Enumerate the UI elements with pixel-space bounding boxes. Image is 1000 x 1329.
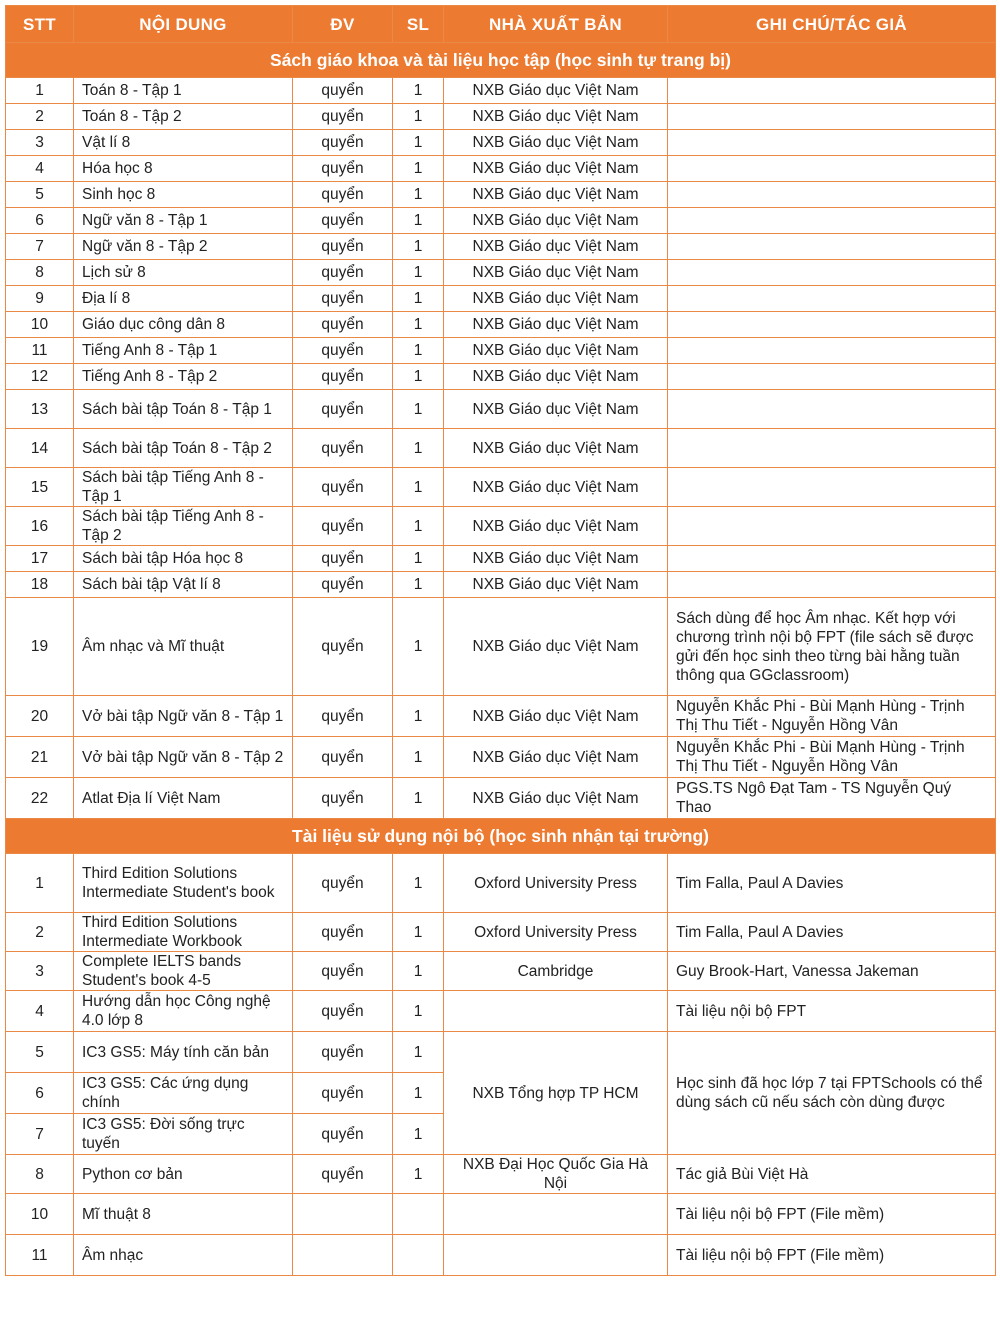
row-stt: 3	[6, 952, 74, 991]
header-note: GHI CHÚ/TÁC GIẢ	[668, 6, 996, 43]
table-row	[6, 572, 996, 598]
row-publisher: NXB Giáo dục Việt Nam	[444, 429, 668, 468]
row-publisher: NXB Giáo dục Việt Nam	[444, 234, 668, 260]
row-content: Atlat Địa lí Việt Nam	[74, 778, 293, 819]
row-unit: quyển	[293, 778, 393, 819]
row-content: Vở bài tập Ngữ văn 8 - Tập 2	[74, 737, 293, 778]
row-stt: 8	[6, 260, 74, 286]
row-qty: 1	[393, 208, 444, 234]
row-unit: quyển	[293, 507, 393, 546]
row-content: Địa lí 8	[74, 286, 293, 312]
row-unit: quyển	[293, 1114, 393, 1155]
row-unit	[293, 1194, 393, 1235]
row-publisher: NXB Giáo dục Việt Nam	[444, 286, 668, 312]
row-unit: quyển	[293, 208, 393, 234]
row-stt: 6	[6, 208, 74, 234]
row-stt: 4	[6, 991, 74, 1032]
row-qty	[393, 1235, 444, 1276]
table-row	[6, 696, 996, 737]
row-note-merged: Học sinh đã học lớp 7 tại FPTSchools có thể dùng sách cũ nếu sách còn dùng được	[668, 1032, 996, 1155]
row-qty: 1	[393, 1155, 444, 1194]
row-stt: 7	[6, 234, 74, 260]
table-row	[6, 429, 996, 468]
row-stt: 12	[6, 364, 74, 390]
row-unit: quyển	[293, 1032, 393, 1073]
row-stt: 10	[6, 1194, 74, 1235]
table-row	[6, 737, 996, 778]
row-note	[668, 507, 996, 546]
row-content: Sách bài tập Vật lí 8	[74, 572, 293, 598]
row-content: Complete IELTS bands Student's book 4-5	[74, 952, 293, 991]
row-stt: 13	[6, 390, 74, 429]
row-unit: quyển	[293, 78, 393, 104]
table-row	[6, 913, 996, 952]
row-stt: 14	[6, 429, 74, 468]
row-unit: quyển	[293, 913, 393, 952]
row-unit: quyển	[293, 991, 393, 1032]
row-content: Sách bài tập Toán 8 - Tập 2	[74, 429, 293, 468]
row-note	[668, 364, 996, 390]
row-unit: quyển	[293, 854, 393, 913]
row-qty: 1	[393, 598, 444, 696]
row-publisher: NXB Giáo dục Việt Nam	[444, 130, 668, 156]
row-qty: 1	[393, 991, 444, 1032]
row-stt: 1	[6, 854, 74, 913]
row-unit	[293, 1235, 393, 1276]
table-row	[6, 952, 996, 991]
row-publisher: Cambridge	[444, 952, 668, 991]
row-stt: 15	[6, 468, 74, 507]
row-unit: quyển	[293, 286, 393, 312]
row-publisher: NXB Giáo dục Việt Nam	[444, 390, 668, 429]
row-note	[668, 286, 996, 312]
table-row	[6, 854, 996, 913]
row-unit: quyển	[293, 1155, 393, 1194]
row-publisher: NXB Giáo dục Việt Nam	[444, 572, 668, 598]
row-note	[668, 260, 996, 286]
row-content: IC3 GS5: Các ứng dụng chính	[74, 1073, 293, 1114]
row-note: Sách dùng để học Âm nhạc. Kết hợp với chương trình nội bộ FPT (file sách sẽ được gửi đến học sinh theo từng bài hằng tuần thông qua GGclassroom)	[668, 598, 996, 696]
table-row	[6, 1235, 996, 1276]
row-content: Ngữ văn 8 - Tập 1	[74, 208, 293, 234]
row-note	[668, 182, 996, 208]
row-unit: quyển	[293, 737, 393, 778]
row-qty: 1	[393, 312, 444, 338]
row-stt: 19	[6, 598, 74, 696]
row-qty: 1	[393, 364, 444, 390]
row-publisher-merged: NXB Tổng hợp TP HCM	[444, 1032, 668, 1155]
row-content: Toán 8 - Tập 1	[74, 78, 293, 104]
row-unit: quyển	[293, 338, 393, 364]
row-content: Sách bài tập Hóa học 8	[74, 546, 293, 572]
row-publisher: Oxford University Press	[444, 913, 668, 952]
header-content: NỘI DUNG	[74, 6, 293, 43]
row-note: Tim Falla, Paul A Davies	[668, 913, 996, 952]
row-publisher: NXB Giáo dục Việt Nam	[444, 507, 668, 546]
header-unit: ĐV	[293, 6, 393, 43]
table-row	[6, 260, 996, 286]
row-publisher: NXB Giáo dục Việt Nam	[444, 260, 668, 286]
table-row	[6, 390, 996, 429]
row-content: Third Edition Solutions Intermediate Workbook	[74, 913, 293, 952]
row-note	[668, 130, 996, 156]
row-publisher: NXB Giáo dục Việt Nam	[444, 156, 668, 182]
row-qty: 1	[393, 260, 444, 286]
row-note	[668, 546, 996, 572]
row-stt: 3	[6, 130, 74, 156]
row-unit: quyển	[293, 696, 393, 737]
row-note	[668, 429, 996, 468]
row-unit: quyển	[293, 312, 393, 338]
row-publisher	[444, 1194, 668, 1235]
row-stt: 11	[6, 338, 74, 364]
row-content: Toán 8 - Tập 2	[74, 104, 293, 130]
row-stt: 11	[6, 1235, 74, 1276]
row-qty: 1	[393, 913, 444, 952]
table-row	[6, 312, 996, 338]
row-qty: 1	[393, 696, 444, 737]
row-qty: 1	[393, 390, 444, 429]
row-note	[668, 572, 996, 598]
row-note	[668, 208, 996, 234]
row-unit: quyển	[293, 546, 393, 572]
row-qty	[393, 1194, 444, 1235]
row-unit: quyển	[293, 952, 393, 991]
header-qty: SL	[393, 6, 444, 43]
row-qty: 1	[393, 234, 444, 260]
row-qty: 1	[393, 854, 444, 913]
row-unit: quyển	[293, 130, 393, 156]
row-publisher: NXB Giáo dục Việt Nam	[444, 696, 668, 737]
row-content: Sách bài tập Toán 8 - Tập 1	[74, 390, 293, 429]
row-note	[668, 338, 996, 364]
table-body	[6, 43, 996, 1276]
row-unit: quyển	[293, 260, 393, 286]
row-note: Tài liệu nội bộ FPT (File mềm)	[668, 1235, 996, 1276]
row-qty: 1	[393, 429, 444, 468]
row-content: IC3 GS5: Đời sống trực tuyến	[74, 1114, 293, 1155]
row-stt: 18	[6, 572, 74, 598]
row-publisher: NXB Giáo dục Việt Nam	[444, 778, 668, 819]
row-note: Nguyễn Khắc Phi - Bùi Mạnh Hùng - Trịnh Thị Thu Tiết - Nguyễn Hồng Vân	[668, 696, 996, 737]
row-content: Sinh học 8	[74, 182, 293, 208]
row-publisher	[444, 991, 668, 1032]
row-content: Giáo dục công dân 8	[74, 312, 293, 338]
table-row	[6, 104, 996, 130]
row-stt: 7	[6, 1114, 74, 1155]
row-content: Hướng dẫn học Công nghệ 4.0 lớp 8	[74, 991, 293, 1032]
row-unit: quyển	[293, 104, 393, 130]
row-content: Âm nhạc và Mĩ thuật	[74, 598, 293, 696]
row-publisher: NXB Giáo dục Việt Nam	[444, 208, 668, 234]
row-qty: 1	[393, 572, 444, 598]
table-row	[6, 78, 996, 104]
section-title-textbooks: Sách giáo khoa và tài liệu học tập (học sinh tự trang bị)	[6, 43, 996, 78]
row-content: Vật lí 8	[74, 130, 293, 156]
row-stt: 9	[6, 286, 74, 312]
row-note: Nguyễn Khắc Phi - Bùi Mạnh Hùng - Trịnh Thị Thu Tiết - Nguyễn Hồng Vân	[668, 737, 996, 778]
row-qty: 1	[393, 468, 444, 507]
row-note	[668, 234, 996, 260]
row-unit: quyển	[293, 468, 393, 507]
table-row	[6, 286, 996, 312]
row-content: Sách bài tập Tiếng Anh 8 - Tập 2	[74, 507, 293, 546]
row-content: Tiếng Anh 8 - Tập 1	[74, 338, 293, 364]
row-publisher: Oxford University Press	[444, 854, 668, 913]
row-content: Mĩ thuật 8	[74, 1194, 293, 1235]
table-row	[6, 507, 996, 546]
table-row	[6, 1032, 996, 1073]
header-publisher: NHÀ XUẤT BẢN	[444, 6, 668, 43]
table-row	[6, 130, 996, 156]
row-note	[668, 78, 996, 104]
row-unit: quyển	[293, 1073, 393, 1114]
table-row	[6, 364, 996, 390]
row-note: Tác giả Bùi Việt Hà	[668, 1155, 996, 1194]
row-unit: quyển	[293, 156, 393, 182]
row-content: Python cơ bản	[74, 1155, 293, 1194]
row-publisher: NXB Giáo dục Việt Nam	[444, 737, 668, 778]
table-row	[6, 598, 996, 696]
row-note: Tài liệu nội bộ FPT (File mềm)	[668, 1194, 996, 1235]
row-qty: 1	[393, 778, 444, 819]
table-row	[6, 338, 996, 364]
row-qty: 1	[393, 1114, 444, 1155]
row-stt: 4	[6, 156, 74, 182]
row-content: Ngữ văn 8 - Tập 2	[74, 234, 293, 260]
row-qty: 1	[393, 737, 444, 778]
row-publisher: NXB Giáo dục Việt Nam	[444, 468, 668, 507]
table-row	[6, 468, 996, 507]
row-qty: 1	[393, 338, 444, 364]
row-content: Third Edition Solutions Intermediate Student's book	[74, 854, 293, 913]
row-note: Tài liệu nội bộ FPT	[668, 991, 996, 1032]
row-note	[668, 104, 996, 130]
row-publisher: NXB Giáo dục Việt Nam	[444, 182, 668, 208]
row-publisher: NXB Giáo dục Việt Nam	[444, 312, 668, 338]
row-unit: quyển	[293, 364, 393, 390]
row-unit: quyển	[293, 390, 393, 429]
table-row	[6, 546, 996, 572]
row-qty: 1	[393, 182, 444, 208]
table-row	[6, 1194, 996, 1235]
row-stt: 10	[6, 312, 74, 338]
row-stt: 21	[6, 737, 74, 778]
table-row	[6, 156, 996, 182]
row-stt: 16	[6, 507, 74, 546]
row-stt: 1	[6, 78, 74, 104]
row-qty: 1	[393, 156, 444, 182]
row-stt: 20	[6, 696, 74, 737]
row-note: Tim Falla, Paul A Davies	[668, 854, 996, 913]
row-qty: 1	[393, 78, 444, 104]
book-list-table	[5, 5, 996, 1276]
row-qty: 1	[393, 952, 444, 991]
row-unit: quyển	[293, 234, 393, 260]
table-row	[6, 208, 996, 234]
row-stt: 17	[6, 546, 74, 572]
row-unit: quyển	[293, 572, 393, 598]
row-content: Vở bài tập Ngữ văn 8 - Tập 1	[74, 696, 293, 737]
row-content: Hóa học 8	[74, 156, 293, 182]
row-content: Tiếng Anh 8 - Tập 2	[74, 364, 293, 390]
header-stt: STT	[6, 6, 74, 43]
table-row	[6, 1155, 996, 1194]
table-header	[6, 6, 996, 43]
row-content: Sách bài tập Tiếng Anh 8 - Tập 1	[74, 468, 293, 507]
row-publisher: NXB Giáo dục Việt Nam	[444, 104, 668, 130]
row-stt: 22	[6, 778, 74, 819]
row-content: Âm nhạc	[74, 1235, 293, 1276]
row-qty: 1	[393, 507, 444, 546]
row-stt: 2	[6, 104, 74, 130]
row-note	[668, 312, 996, 338]
row-stt: 5	[6, 182, 74, 208]
row-qty: 1	[393, 546, 444, 572]
row-unit: quyển	[293, 429, 393, 468]
table-row	[6, 778, 996, 819]
section-title-internal: Tài liệu sử dụng nội bộ (học sinh nhận tại trường)	[6, 819, 996, 854]
row-unit: quyển	[293, 182, 393, 208]
row-qty: 1	[393, 286, 444, 312]
row-note	[668, 156, 996, 182]
row-note: PGS.TS Ngô Đạt Tam - TS Nguyễn Quý Thao	[668, 778, 996, 819]
table-row	[6, 234, 996, 260]
row-stt: 2	[6, 913, 74, 952]
row-publisher: NXB Đại Học Quốc Gia Hà Nội	[444, 1155, 668, 1194]
row-qty: 1	[393, 1032, 444, 1073]
row-publisher: NXB Giáo dục Việt Nam	[444, 338, 668, 364]
row-stt: 6	[6, 1073, 74, 1114]
row-note	[668, 390, 996, 429]
table-row	[6, 182, 996, 208]
row-content: Lịch sử 8	[74, 260, 293, 286]
row-unit: quyển	[293, 598, 393, 696]
row-note	[668, 468, 996, 507]
row-publisher: NXB Giáo dục Việt Nam	[444, 78, 668, 104]
row-stt: 5	[6, 1032, 74, 1073]
row-publisher: NXB Giáo dục Việt Nam	[444, 546, 668, 572]
row-publisher	[444, 1235, 668, 1276]
row-stt: 8	[6, 1155, 74, 1194]
row-qty: 1	[393, 1073, 444, 1114]
row-content: IC3 GS5: Máy tính căn bản	[74, 1032, 293, 1073]
row-qty: 1	[393, 130, 444, 156]
table-row	[6, 991, 996, 1032]
row-publisher: NXB Giáo dục Việt Nam	[444, 364, 668, 390]
row-publisher: NXB Giáo dục Việt Nam	[444, 598, 668, 696]
row-note: Guy Brook-Hart, Vanessa Jakeman	[668, 952, 996, 991]
row-qty: 1	[393, 104, 444, 130]
